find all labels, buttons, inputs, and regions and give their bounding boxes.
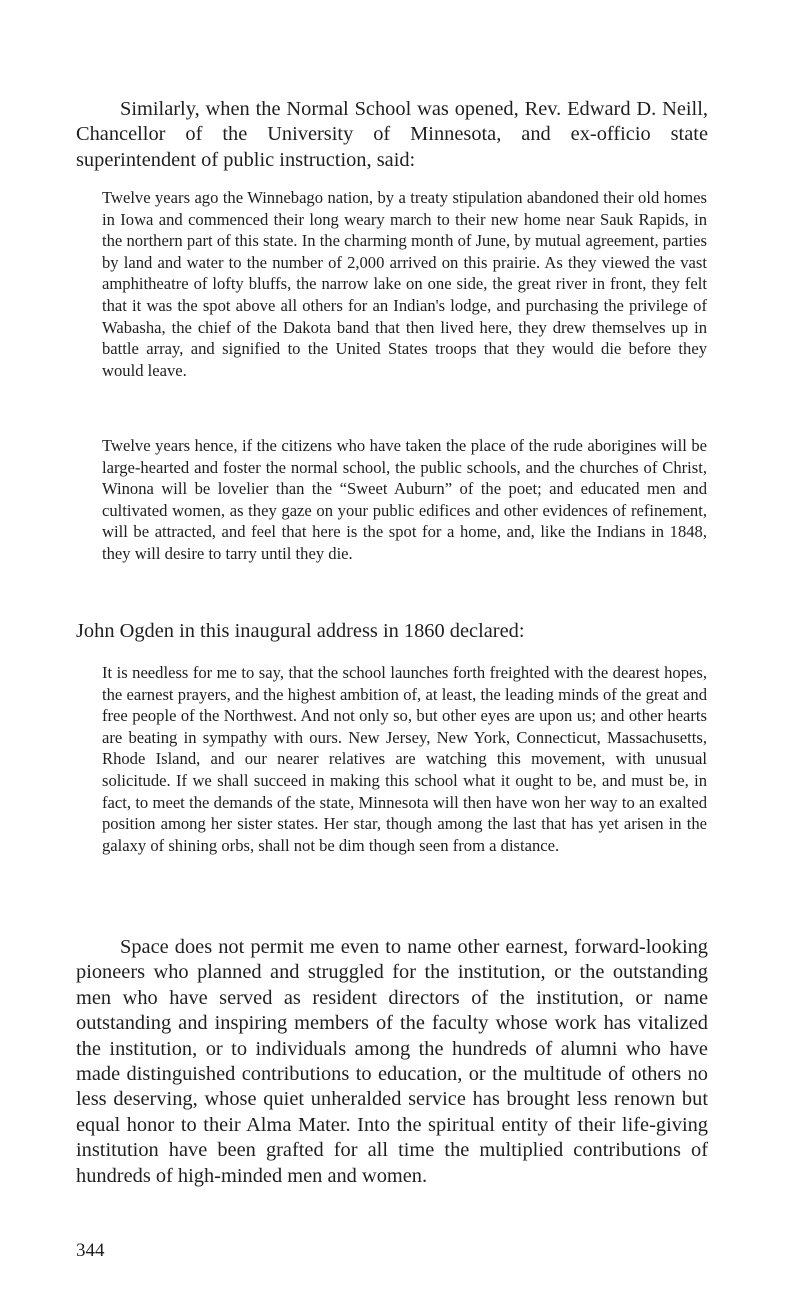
block-quote-winnebago: Twelve years ago the Winnebago nation, by a treaty stipulation abandoned their old homes in Iowa and commenced their long weary march to their new home near Sauk Rapids, in the northern part of this state. In the charming month of June, by mutual agreement, parties by land and water to the number of 2,000 arrived on this prairie. As they viewed the vast amphitheatre of lofty bluffs, the narrow lake on one side, the great river in front, they felt that it was the spot above all others for an Indian's lodge, and purchasing the privilege of Wabasha, the chief of the Dakota band that then lived here, they drew themselves up in battle array, and signified to the United States troops that they would die before they would leave. (102, 188, 707, 380)
block-quote-ogden-address: It is needless for me to say, that the school launches forth freighted with the dearest hopes, the earnest prayers, and the highest ambition of, at least, the leading minds of the great and free people of the Northwest. And not only so, but other eyes are upon us; and other hearts are beating in sympathy with ours. New Jersey, New York, Connecticut, Massachusetts, Rhode Island, and our nearer relatives are watching this movement, with unusual solicitude. If we shall succeed in making this school what it ought to be, and must be, in fact, to meet the demands of the state, Minnesota will then have won her way to an exalted position among her sister states. Her star, though among the last that has yet arisen in the galaxy of shining orbs, shall not be dim though seen from a distance. (102, 663, 707, 855)
body-paragraph-ogden-intro: John Ogden in this inaugural address in 1860 declared: (76, 620, 525, 642)
body-paragraph-space-does-not-permit: Space does not permit me even to name other earnest, forward-looking pioneers who planned and struggled for the institution, or the outstanding men who have served as resident directors of the institution, or name outstanding and inspiring members of the faculty whose work has vitalized the institution, or to individuals among the hundreds of alumni who have made distinguished contributions to education, or the multitude of others no less deserving, whose quiet unheralded service has brought less renown but equal honor to their Alma Mater. Into the spiritual entity of their life-giving institution have been grafted for all time the multiplied contributions of hundreds of high-minded men and women. (76, 936, 708, 1187)
body-paragraph-neill-intro: Similarly, when the Normal School was opened, Rev. Edward D. Neill, Chancellor of the University of Minnesota, and ex-officio state superintendent of public instruction, said: (76, 98, 708, 171)
block-quote-twelve-years-hence: Twelve years hence, if the citizens who have taken the place of the rude aborigines will be large-hearted and foster the normal school, the public schools, and the churches of Christ, Winona will be lovelier than the “Sweet Auburn” of the poet; and educated men and cultivated women, as they gaze on your public edifices and other evidences of refinement, will be attracted, and feel that here is the spot for a home, and, like the Indians in 1848, they will desire to tarry until they die. (102, 436, 707, 563)
page-number: 344 (76, 1240, 105, 1261)
